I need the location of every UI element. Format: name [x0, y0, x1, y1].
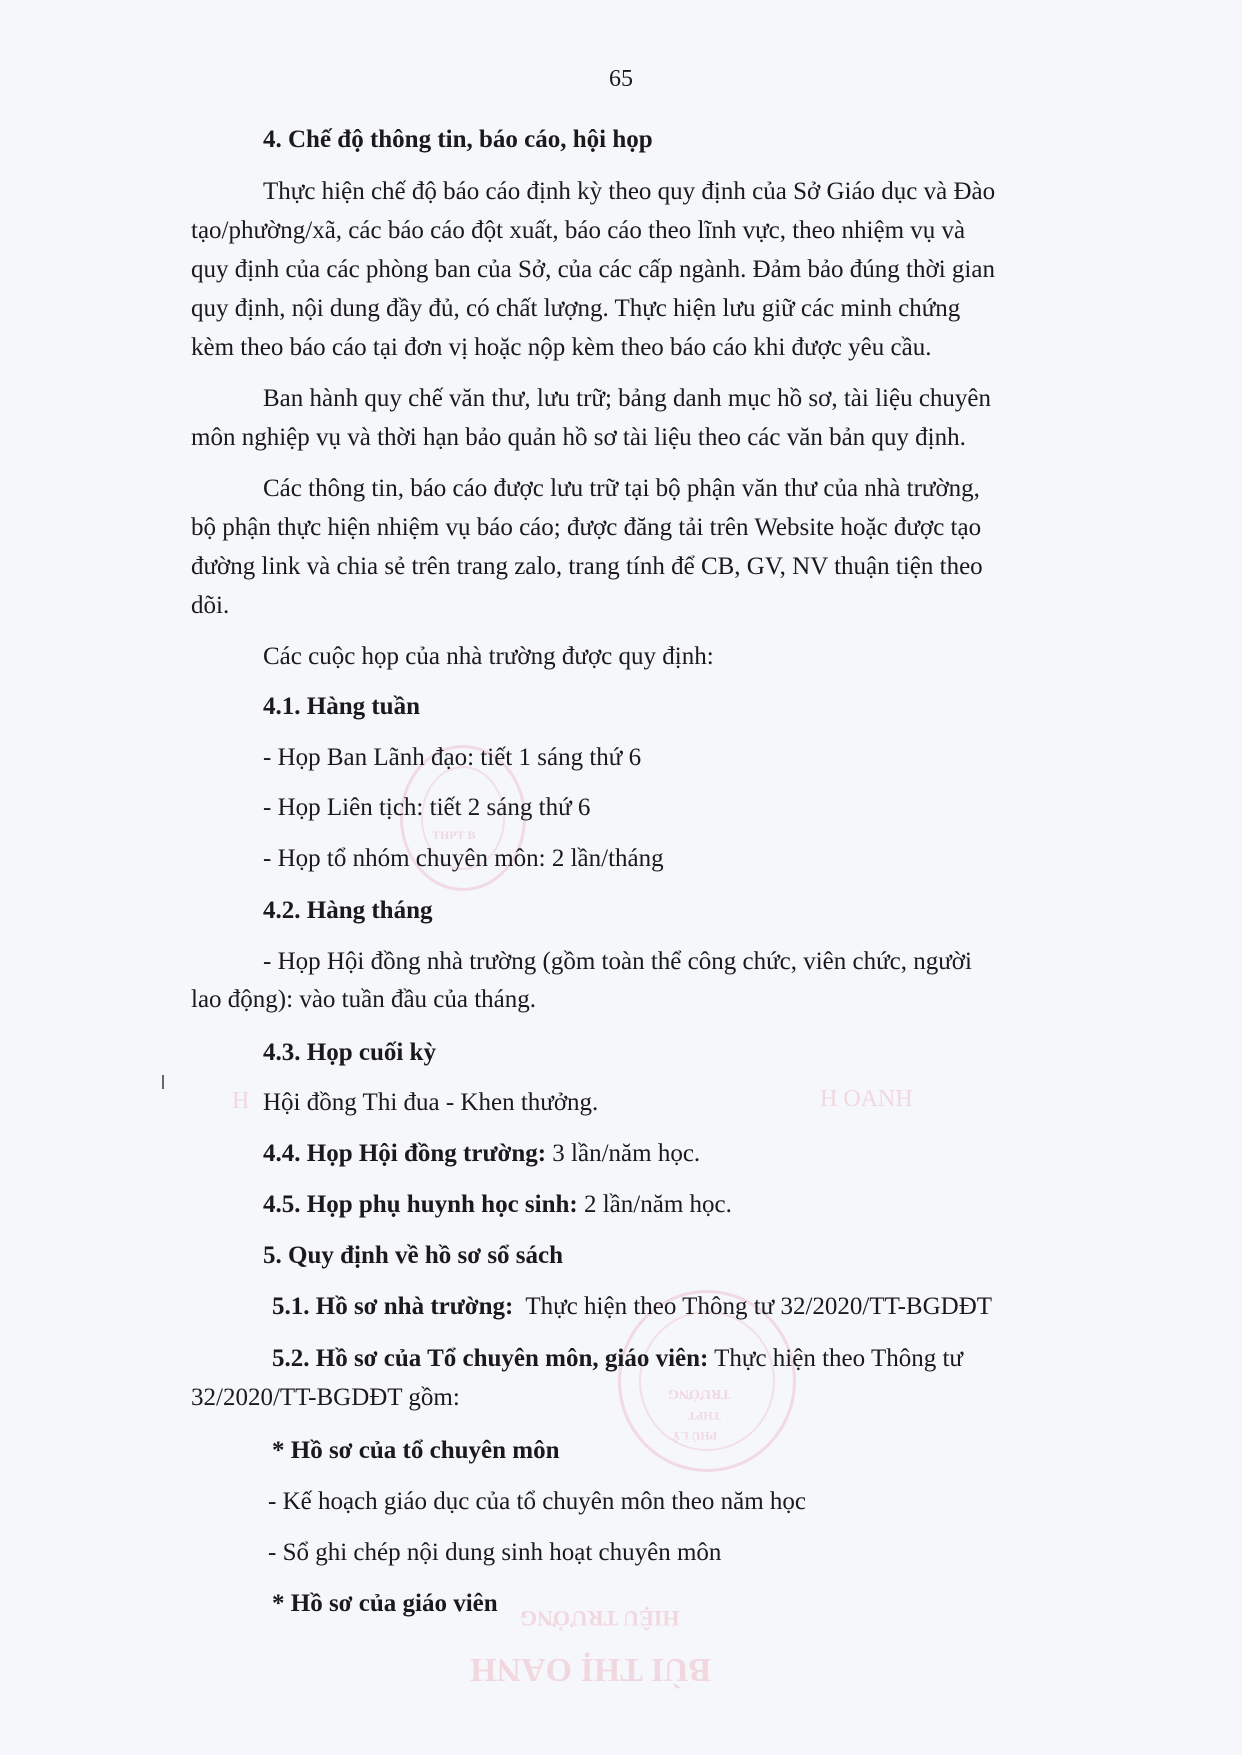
- section-4-1-heading: 4.1. Hàng tuần: [263, 693, 420, 720]
- section-5-1-text: Thực hiện theo Thông tư 32/2020/TT-BGDĐT: [513, 1293, 993, 1320]
- para1-line5: kèm theo báo cáo tại đơn vị hoặc nộp kèm theo báo cáo khi được yêu cầu.: [191, 334, 932, 361]
- para3-line2: bộ phận thực hiện nhiệm vụ báo cáo; được đăng tải trên Website hoặc được tạo: [191, 514, 982, 541]
- stamp-text-1: THPT B: [432, 828, 476, 842]
- section-4-3-heading: 4.3. Họp cuối kỳ: [263, 1039, 436, 1066]
- stamp-letter-left: H: [232, 1088, 250, 1114]
- weekly-item-1: - Họp Ban Lãnh đạo: tiết 1 sáng thứ 6: [263, 744, 642, 771]
- section-5-1: [272, 1292, 992, 1322]
- section-5-1-label: 5.1. Hồ sơ nhà trường:: [272, 1293, 514, 1320]
- section-5-heading: 5. Quy định về hồ sơ sổ sách: [263, 1242, 564, 1269]
- section-5-2-cont: 32/2020/TT-BGDĐT gồm:: [191, 1384, 460, 1411]
- para4: Các cuộc họp của nhà trường được quy định:: [263, 643, 714, 670]
- para1-line1: Thực hiện chế độ báo cáo định kỳ theo quy định của Sở Giáo dục và Đào: [263, 178, 996, 205]
- section-4-3-text: Hội đồng Thi đua - Khen thưởng.: [263, 1089, 599, 1116]
- weekly-item-3: - Họp tổ nhóm chuyên môn: 2 lần/tháng: [263, 845, 664, 872]
- para2-line2: môn nghiệp vụ và thời hạn bảo quản hồ sơ tài liệu theo các văn bản quy định.: [191, 424, 966, 451]
- weekly-item-2: - Họp Liên tịch: tiết 2 sáng thứ 6: [263, 794, 591, 821]
- para1-line2: tạo/phường/xã, các báo cáo đột xuất, báo cáo theo lĩnh vực, theo nhiệm vụ và: [191, 217, 966, 244]
- section-4-4-text: 3 lần/năm học.: [546, 1140, 701, 1167]
- para3-line4: dõi.: [191, 592, 230, 619]
- stamp-text-2b: THPT: [688, 1409, 721, 1423]
- stamp-signature-title: HIỆU TRƯỞNG: [520, 1606, 680, 1631]
- teacher-records-heading: * Hồ sơ của giáo viên: [272, 1590, 498, 1617]
- monthly-line-2: lao động): vào tuần đầu của tháng.: [191, 986, 537, 1013]
- section-4-5-label: 4.5. Họp phụ huynh học sinh:: [263, 1191, 578, 1218]
- section-4-2-heading: 4.2. Hàng tháng: [263, 897, 433, 924]
- stamp-letter-right: H OANH: [820, 1086, 913, 1112]
- section-4-5-text: 2 lần/năm học.: [577, 1191, 732, 1218]
- group-records-heading: * Hồ sơ của tổ chuyên môn: [272, 1437, 560, 1464]
- para2-line1: Ban hành quy chế văn thư, lưu trữ; bảng danh mục hồ sơ, tài liệu chuyên: [263, 385, 992, 412]
- section-4-5: [263, 1190, 732, 1220]
- para3-line1: Các thông tin, báo cáo được lưu trữ tại bộ phận văn thư của nhà trường,: [263, 475, 980, 502]
- stamp-text-2a: TRƯỜNG: [668, 1386, 731, 1401]
- section-4-heading: 4. Chế độ thông tin, báo cáo, hội họp: [263, 126, 653, 153]
- monthly-line-1: - Họp Hội đồng nhà trường (gồm toàn thể công chức, viên chức, người: [263, 948, 972, 975]
- stamp-signature-name: BÙI THỊ OANH: [470, 1651, 712, 1688]
- section-5-2-label: 5.2. Hồ sơ của Tổ chuyên môn, giáo viên:: [272, 1345, 709, 1372]
- para1-line4: quy định, nội dung đầy đủ, có chất lượng. Thực hiện lưu giữ các minh chứng: [191, 295, 961, 322]
- section-5-2: [272, 1344, 963, 1374]
- section-5-2-text: Thực hiện theo Thông tư: [708, 1345, 963, 1372]
- group-record-item-2: - Sổ ghi chép nội dung sinh hoạt chuyên môn: [268, 1539, 722, 1566]
- page-number: 65: [609, 66, 633, 92]
- stamp-text-2c: PHÚ LÝ: [672, 1429, 717, 1443]
- scan-mark: [162, 1075, 164, 1089]
- section-4-4-label: 4.4. Họp Hội đồng trường:: [263, 1140, 547, 1167]
- group-record-item-1: - Kế hoạch giáo dục của tổ chuyên môn theo năm học: [268, 1488, 807, 1515]
- bleed-through-block: [1000, 340, 1200, 380]
- section-4-4: [263, 1139, 700, 1169]
- para1-line3: quy định của các phòng ban của Sở, của các cấp ngành. Đảm bảo đúng thời gian: [191, 256, 995, 283]
- para3-line3: đường link và chia sẻ trên trang zalo, trang tính để CB, GV, NV thuận tiện theo: [191, 553, 983, 580]
